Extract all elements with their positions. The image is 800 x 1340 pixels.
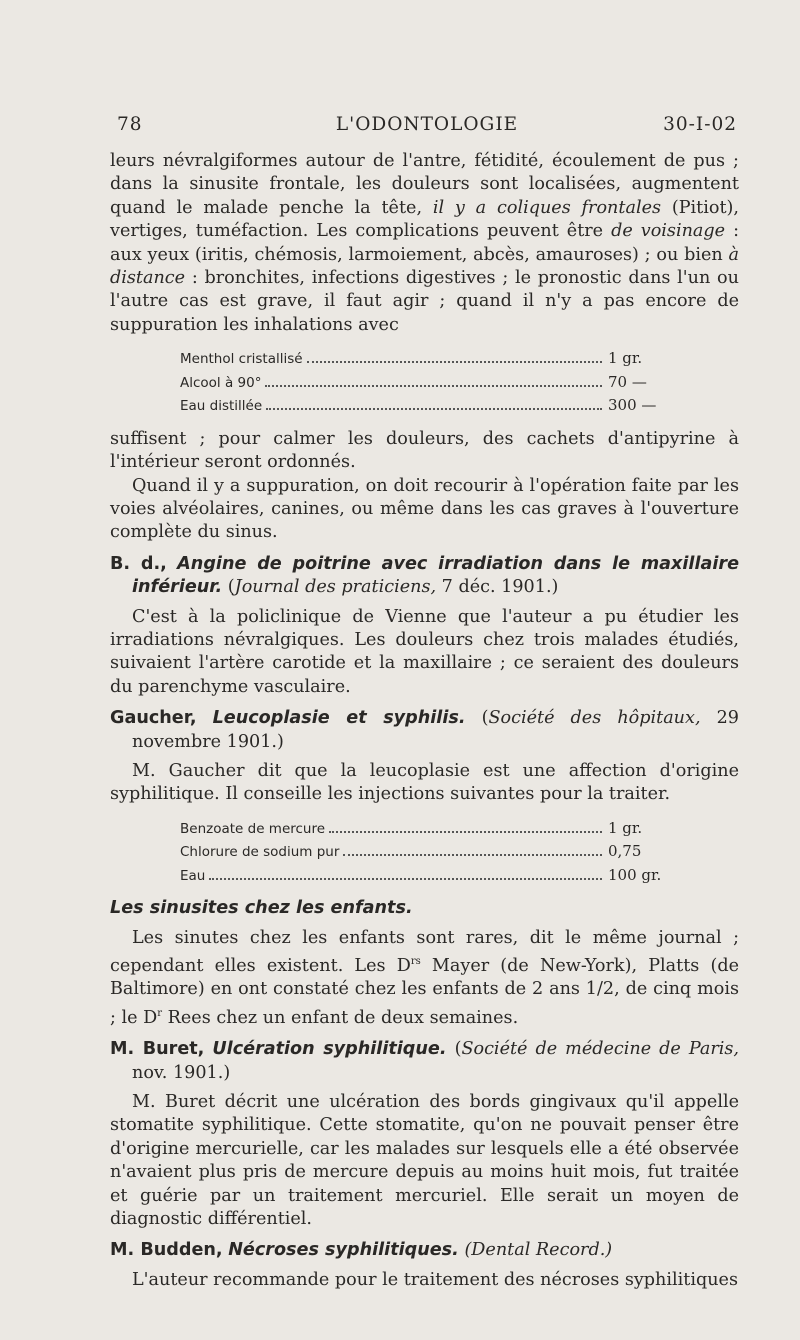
article-body-sinusites: Les sinutes chez les enfants sont rares, dit le même journal ; cependant elles existent. Les $D^{rs}$ Mayer (de New-York), Platts (de Baltimore) en ont constaté chez les enfants de 2 ans 1/2, de cinq mois ; le $D^r$ Rees chez un enfant de deux semaines.	[110, 927, 739, 1028]
prescription-inhalation	[180, 347, 670, 418]
prescription-line: Eau 100 gr.	[180, 865, 662, 884]
article-heading-leucoplasie: Gaucher, Leucoplasie et syphilis. (Société des hôpitaux, 29 novembre 1901.)	[110, 708, 739, 752]
prescription-line: Menthol cristallisé 1 gr.	[180, 349, 643, 368]
article-heading-angine: B. d., Angine de poitrine avec irradiation dans le maxillaire inférieur. (Journal des praticiens, 7 déc. 1901.)	[110, 553, 740, 598]
prescription-line: Benzoate de mercure 1 gr.	[180, 818, 643, 837]
paragraph-analgesics: suffisent ; pour calmer les douleurs, des cachets d'antipyrine à l'intérieur seront ordonnés.	[110, 428, 739, 473]
article-heading-ulceration: M. Buret, Ulcération syphilitique. (Société de médecine de Paris, nov. 1901.)	[110, 1039, 740, 1083]
article-body-leucoplasie: M. Gaucher dit que la leucoplasie est une affection d'origine syphilitique. Il conseille les injections suivantes pour la traiter.	[110, 761, 739, 805]
article-body-necroses: L'auteur recommande pour le traitement des nécroses syphilitiques	[132, 1269, 738, 1290]
article-heading-necroses: M. Budden, Nécroses syphilitiques. (Dental Record.)	[110, 1240, 613, 1261]
article-body-angine: C'est à la policlinique de Vienne que l'auteur a pu étudier les irradiations névralgiques. Les douleurs chez trois malades étudiés, suivaient l'artère carotide et la maxillaire ; ce seraient des douleurs du parenchyme vasculaire.	[110, 606, 739, 697]
issue-date: 30-I-02	[663, 114, 737, 135]
page-header	[117, 114, 737, 140]
prescription-injection	[180, 817, 670, 888]
prescription-line: Alcool à 90° 70 —	[180, 372, 647, 391]
paragraph-sinusitis-symptoms: leurs névralgiformes autour de l'antre, fétidité, écoulement de pus ; dans la sinusite frontale, les douleurs sont localisées, augmentent quand le malade penche la tête, il y a coliques frontales (Pitiot), vertiges, tuméfaction. Les complications peuvent être de voisinage : aux yeux (iritis, chémosis, larmoiement, abcès, amauroses) ; ou bien à distance : bronchites, infections digestives ; le pronostic dans l'un ou l'autre cas est grave, il faut agir ; quand il n'y a pas encore de suppuration les inhalations avec	[110, 151, 739, 335]
prescription-line: Chlorure de sodium pur 0,75	[180, 842, 642, 861]
paragraph-suppuration: Quand il y a suppuration, on doit recourir à l'opération faite par les voies alvéolaires, canines, ou même dans les cas graves à l'ouverture complète du sinus.	[110, 475, 739, 543]
prescription-line: Eau distillée 300 —	[180, 396, 657, 415]
body-text	[110, 150, 739, 1292]
page-number: 78	[117, 114, 143, 135]
article-body-ulceration: M. Buret décrit une ulcération des bords gingivaux qu'il appelle stomatite syphilitique. Cette stomatite, qu'on ne pouvait penser être d'origine mercurielle, car les malades sur lesquels elle a été observée n'avaient plus pris de mercure depuis au moins huit mois, fut traitée et guérie par un traitement mercuriel. Elle serait un moyen de diagnostic différentiel.	[110, 1091, 739, 1229]
article-heading-sinusites: Les sinusites chez les enfants.	[110, 898, 413, 919]
running-title: L'ODONTOLOGIE	[335, 114, 519, 135]
